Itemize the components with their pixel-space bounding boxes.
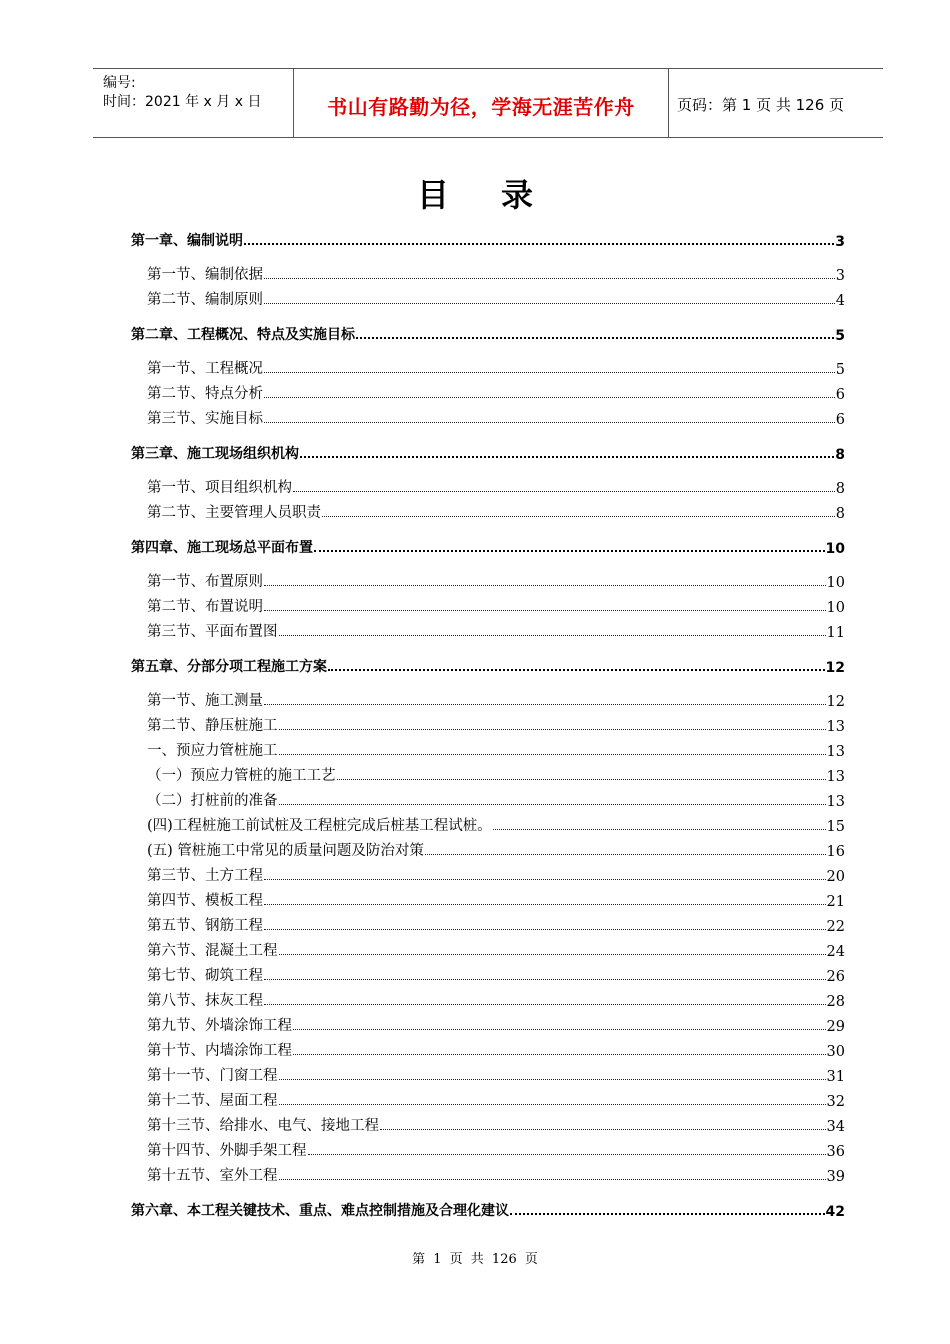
toc-leader-dots: [380, 1128, 826, 1130]
toc-leader-dots: [510, 1212, 825, 1215]
toc-entry-page: 20: [826, 869, 845, 885]
toc-entry-page: 31: [826, 1069, 845, 1085]
toc-section-entry[interactable]: [131, 788, 845, 810]
toc-entry-page: 8: [835, 506, 845, 522]
toc-entry-title: 第一节、施工测量: [147, 693, 263, 709]
toc-entry-page: 42: [825, 1204, 845, 1220]
toc-entry-page: 39: [826, 1169, 845, 1185]
toc-leader-dots: [322, 515, 835, 517]
toc-section-entry[interactable]: [131, 1088, 845, 1110]
toc-entry-title: 第四节、模板工程: [147, 893, 263, 909]
toc-leader-dots: [279, 753, 826, 755]
toc-section-entry[interactable]: [131, 475, 845, 497]
toc-entry-title: 第二节、主要管理人员职责: [147, 505, 321, 521]
toc-section-entry[interactable]: [131, 381, 845, 403]
header-table: [93, 68, 883, 138]
toc-leader-dots: [264, 396, 835, 398]
toc-entry-page: 6: [835, 387, 845, 403]
toc-entry-title: 第六节、混凝土工程: [147, 943, 278, 959]
toc-entry-page: 5: [835, 328, 845, 344]
header-left-cell: [93, 69, 293, 137]
toc-leader-dots: [264, 1003, 826, 1005]
toc-section-entry[interactable]: [131, 1113, 845, 1135]
toc-chapter-entry[interactable]: [131, 441, 845, 463]
toc-entry-title: （二）打桩前的准备: [147, 793, 278, 809]
toc-entry-title: 第一节、编制依据: [147, 267, 263, 283]
toc-entry-page: 15: [826, 819, 845, 835]
toc-section-entry[interactable]: [131, 863, 845, 885]
toc-section-entry[interactable]: [131, 988, 845, 1010]
toc-entry-page: 13: [826, 744, 845, 760]
toc-entry-title: 第一章、编制说明: [131, 233, 243, 249]
toc-entry-title: 第四章、施工现场总平面布置: [131, 540, 313, 556]
toc-entry-title: 第三章、施工现场组织机构: [131, 446, 299, 462]
toc-leader-dots: [293, 1053, 826, 1055]
time-label: 时间：2021 年 x 月 x 日: [103, 94, 262, 110]
toc-entry-page: 10: [826, 600, 845, 616]
toc-section-entry[interactable]: [131, 594, 845, 616]
toc-leader-dots: [293, 490, 835, 492]
toc-section-entry[interactable]: [131, 1038, 845, 1060]
toc-leader-dots: [293, 1028, 826, 1030]
toc-entry-page: 12: [825, 660, 845, 676]
toc-leader-dots: [264, 421, 835, 423]
toc-section-entry[interactable]: [131, 1063, 845, 1085]
toc-leader-dots: [356, 336, 834, 339]
toc-leader-dots: [264, 277, 835, 279]
toc-entry-page: 8: [835, 447, 845, 463]
header-page-cell: [668, 69, 883, 137]
toc-section-entry[interactable]: [131, 913, 845, 935]
toc-leader-dots: [279, 1178, 826, 1180]
toc-section-entry[interactable]: [131, 963, 845, 985]
toc-entry-title: （一）预应力管桩的施工工艺: [147, 768, 336, 784]
toc-entry-page: 36: [826, 1144, 845, 1160]
toc-entry-title: 第五章、分部分项工程施工方案: [131, 659, 327, 675]
toc-section-entry[interactable]: [131, 688, 845, 710]
toc-section-entry[interactable]: [131, 713, 845, 735]
toc-entry-page: 6: [835, 412, 845, 428]
toc-entry-title: 第六章、本工程关键技术、重点、难点控制措施及合理化建议: [131, 1203, 509, 1219]
toc-entry-page: 8: [835, 481, 845, 497]
toc-leader-dots: [264, 371, 835, 373]
toc-section-entry[interactable]: [131, 738, 845, 760]
toc-leader-dots: [264, 903, 826, 905]
toc-leader-dots: [264, 703, 826, 705]
toc-entry-page: 24: [826, 944, 845, 960]
toc-leader-dots: [279, 634, 826, 636]
toc-entry-title: 第十二节、屋面工程: [147, 1093, 278, 1109]
toc-entry-page: 4: [835, 293, 845, 309]
toc-entry-title: 第三节、实施目标: [147, 411, 263, 427]
toc-leader-dots: [308, 1153, 826, 1155]
toc-entry-title: 第七节、砌筑工程: [147, 968, 263, 984]
toc-entry-title: 第二节、布置说明: [147, 599, 263, 615]
toc-leader-dots: [264, 928, 826, 930]
toc-entry-page: 28: [826, 994, 845, 1010]
toc-entry-title: 第十一节、门窗工程: [147, 1068, 278, 1084]
toc-chapter-entry[interactable]: [131, 228, 845, 250]
toc-entry-title: 第十节、内墙涂饰工程: [147, 1043, 292, 1059]
toc-leader-dots: [279, 953, 826, 955]
toc-entry-title: 第五节、钢筋工程: [147, 918, 263, 934]
toc-leader-dots: [493, 828, 826, 830]
toc-leader-dots: [425, 853, 826, 855]
toc-section-entry[interactable]: [131, 406, 845, 428]
toc-entry-title: 第三节、土方工程: [147, 868, 263, 884]
toc-entry-title: 第十四节、外脚手架工程: [147, 1143, 307, 1159]
toc-entry-page: 16: [826, 844, 845, 860]
toc-section-entry[interactable]: [131, 356, 845, 378]
page-footer: 第 1 页 共 126 页: [412, 1252, 538, 1267]
toc-section-entry[interactable]: [131, 838, 845, 860]
toc-leader-dots: [314, 549, 825, 552]
toc-entry-page: 26: [826, 969, 845, 985]
toc-chapter-entry[interactable]: [131, 535, 845, 557]
toc-entry-page: 32: [826, 1094, 845, 1110]
toc-leader-dots: [279, 1103, 826, 1105]
page-title: 目录: [416, 176, 585, 214]
toc-leader-dots: [328, 668, 825, 671]
toc-section-entry[interactable]: [131, 763, 845, 785]
toc-section-entry[interactable]: [131, 262, 845, 284]
toc-entry-title: 第八节、抹灰工程: [147, 993, 263, 1009]
number-label: 编号:: [103, 75, 136, 91]
toc-entry-title: 第九节、外墙涂饰工程: [147, 1018, 292, 1034]
toc-leader-dots: [244, 242, 834, 245]
toc-section-entry[interactable]: [131, 1138, 845, 1160]
toc-entry-page: 34: [826, 1119, 845, 1135]
toc-section-entry[interactable]: [131, 1013, 845, 1035]
toc-leader-dots: [264, 584, 826, 586]
toc-entry-title: 第十三节、给排水、电气、接地工程: [147, 1118, 379, 1134]
motto: 书山有路勤为径，学海无涯苦作舟: [327, 95, 635, 119]
toc-entry-title: 第二章、工程概况、特点及实施目标: [131, 327, 355, 343]
toc-entry-title: 第一节、工程概况: [147, 361, 263, 377]
toc-section-entry[interactable]: [131, 813, 845, 835]
toc-entry-page: 13: [826, 719, 845, 735]
toc-entry-title: 第二节、静压桩施工: [147, 718, 278, 734]
toc-section-entry[interactable]: [131, 287, 845, 309]
toc-section-entry[interactable]: [131, 888, 845, 910]
toc-leader-dots: [279, 728, 826, 730]
toc-leader-dots: [264, 609, 826, 611]
toc-chapter-entry[interactable]: [131, 1198, 845, 1220]
toc-entry-page: 3: [835, 268, 845, 284]
toc-chapter-entry[interactable]: [131, 322, 845, 344]
toc-entry-page: 3: [835, 234, 845, 250]
toc-entry-page: 10: [826, 575, 845, 591]
toc-leader-dots: [279, 1078, 826, 1080]
toc-entry-page: 29: [826, 1019, 845, 1035]
toc-entry-title: 第十五节、室外工程: [147, 1168, 278, 1184]
toc-entry-page: 30: [826, 1044, 845, 1060]
toc-entry-page: 11: [826, 625, 845, 641]
toc-entry-title: 第二节、编制原则: [147, 292, 263, 308]
toc-section-entry[interactable]: [131, 569, 845, 591]
toc-entry-page: 21: [826, 894, 845, 910]
toc-entry-page: 13: [826, 794, 845, 810]
toc-entry-title: 第二节、特点分析: [147, 386, 263, 402]
toc-leader-dots: [279, 803, 826, 805]
toc-entry-title: 第一节、布置原则: [147, 574, 263, 590]
toc-entry-page: 10: [825, 541, 845, 557]
toc-entry-page: 13: [826, 769, 845, 785]
toc-section-entry[interactable]: [131, 619, 845, 641]
toc-leader-dots: [300, 455, 834, 458]
toc-section-entry[interactable]: [131, 938, 845, 960]
toc-leader-dots: [264, 978, 826, 980]
toc-entry-title: 第三节、平面布置图: [147, 624, 278, 640]
toc-entry-page: 12: [826, 694, 845, 710]
toc-section-entry[interactable]: [131, 500, 845, 522]
toc-leader-dots: [337, 778, 826, 780]
toc-leader-dots: [264, 878, 826, 880]
toc-entry-title: 第一节、项目组织机构: [147, 480, 292, 496]
toc-chapter-entry[interactable]: [131, 654, 845, 676]
toc-entry-title: (四)工程桩施工前试桩及工程桩完成后桩基工程试桩。: [147, 818, 492, 834]
toc-entry-title: (五) 管桩施工中常见的质量问题及防治对策: [147, 843, 424, 859]
toc-leader-dots: [264, 302, 835, 304]
header-motto-cell: [293, 69, 669, 137]
toc-entry-page: 22: [826, 919, 845, 935]
toc-section-entry[interactable]: [131, 1163, 845, 1185]
toc-entry-title: 一、预应力管桩施工: [147, 743, 278, 759]
page-label: 页码：第 1 页 共 126 页: [677, 96, 845, 114]
toc-entry-page: 5: [835, 362, 845, 378]
